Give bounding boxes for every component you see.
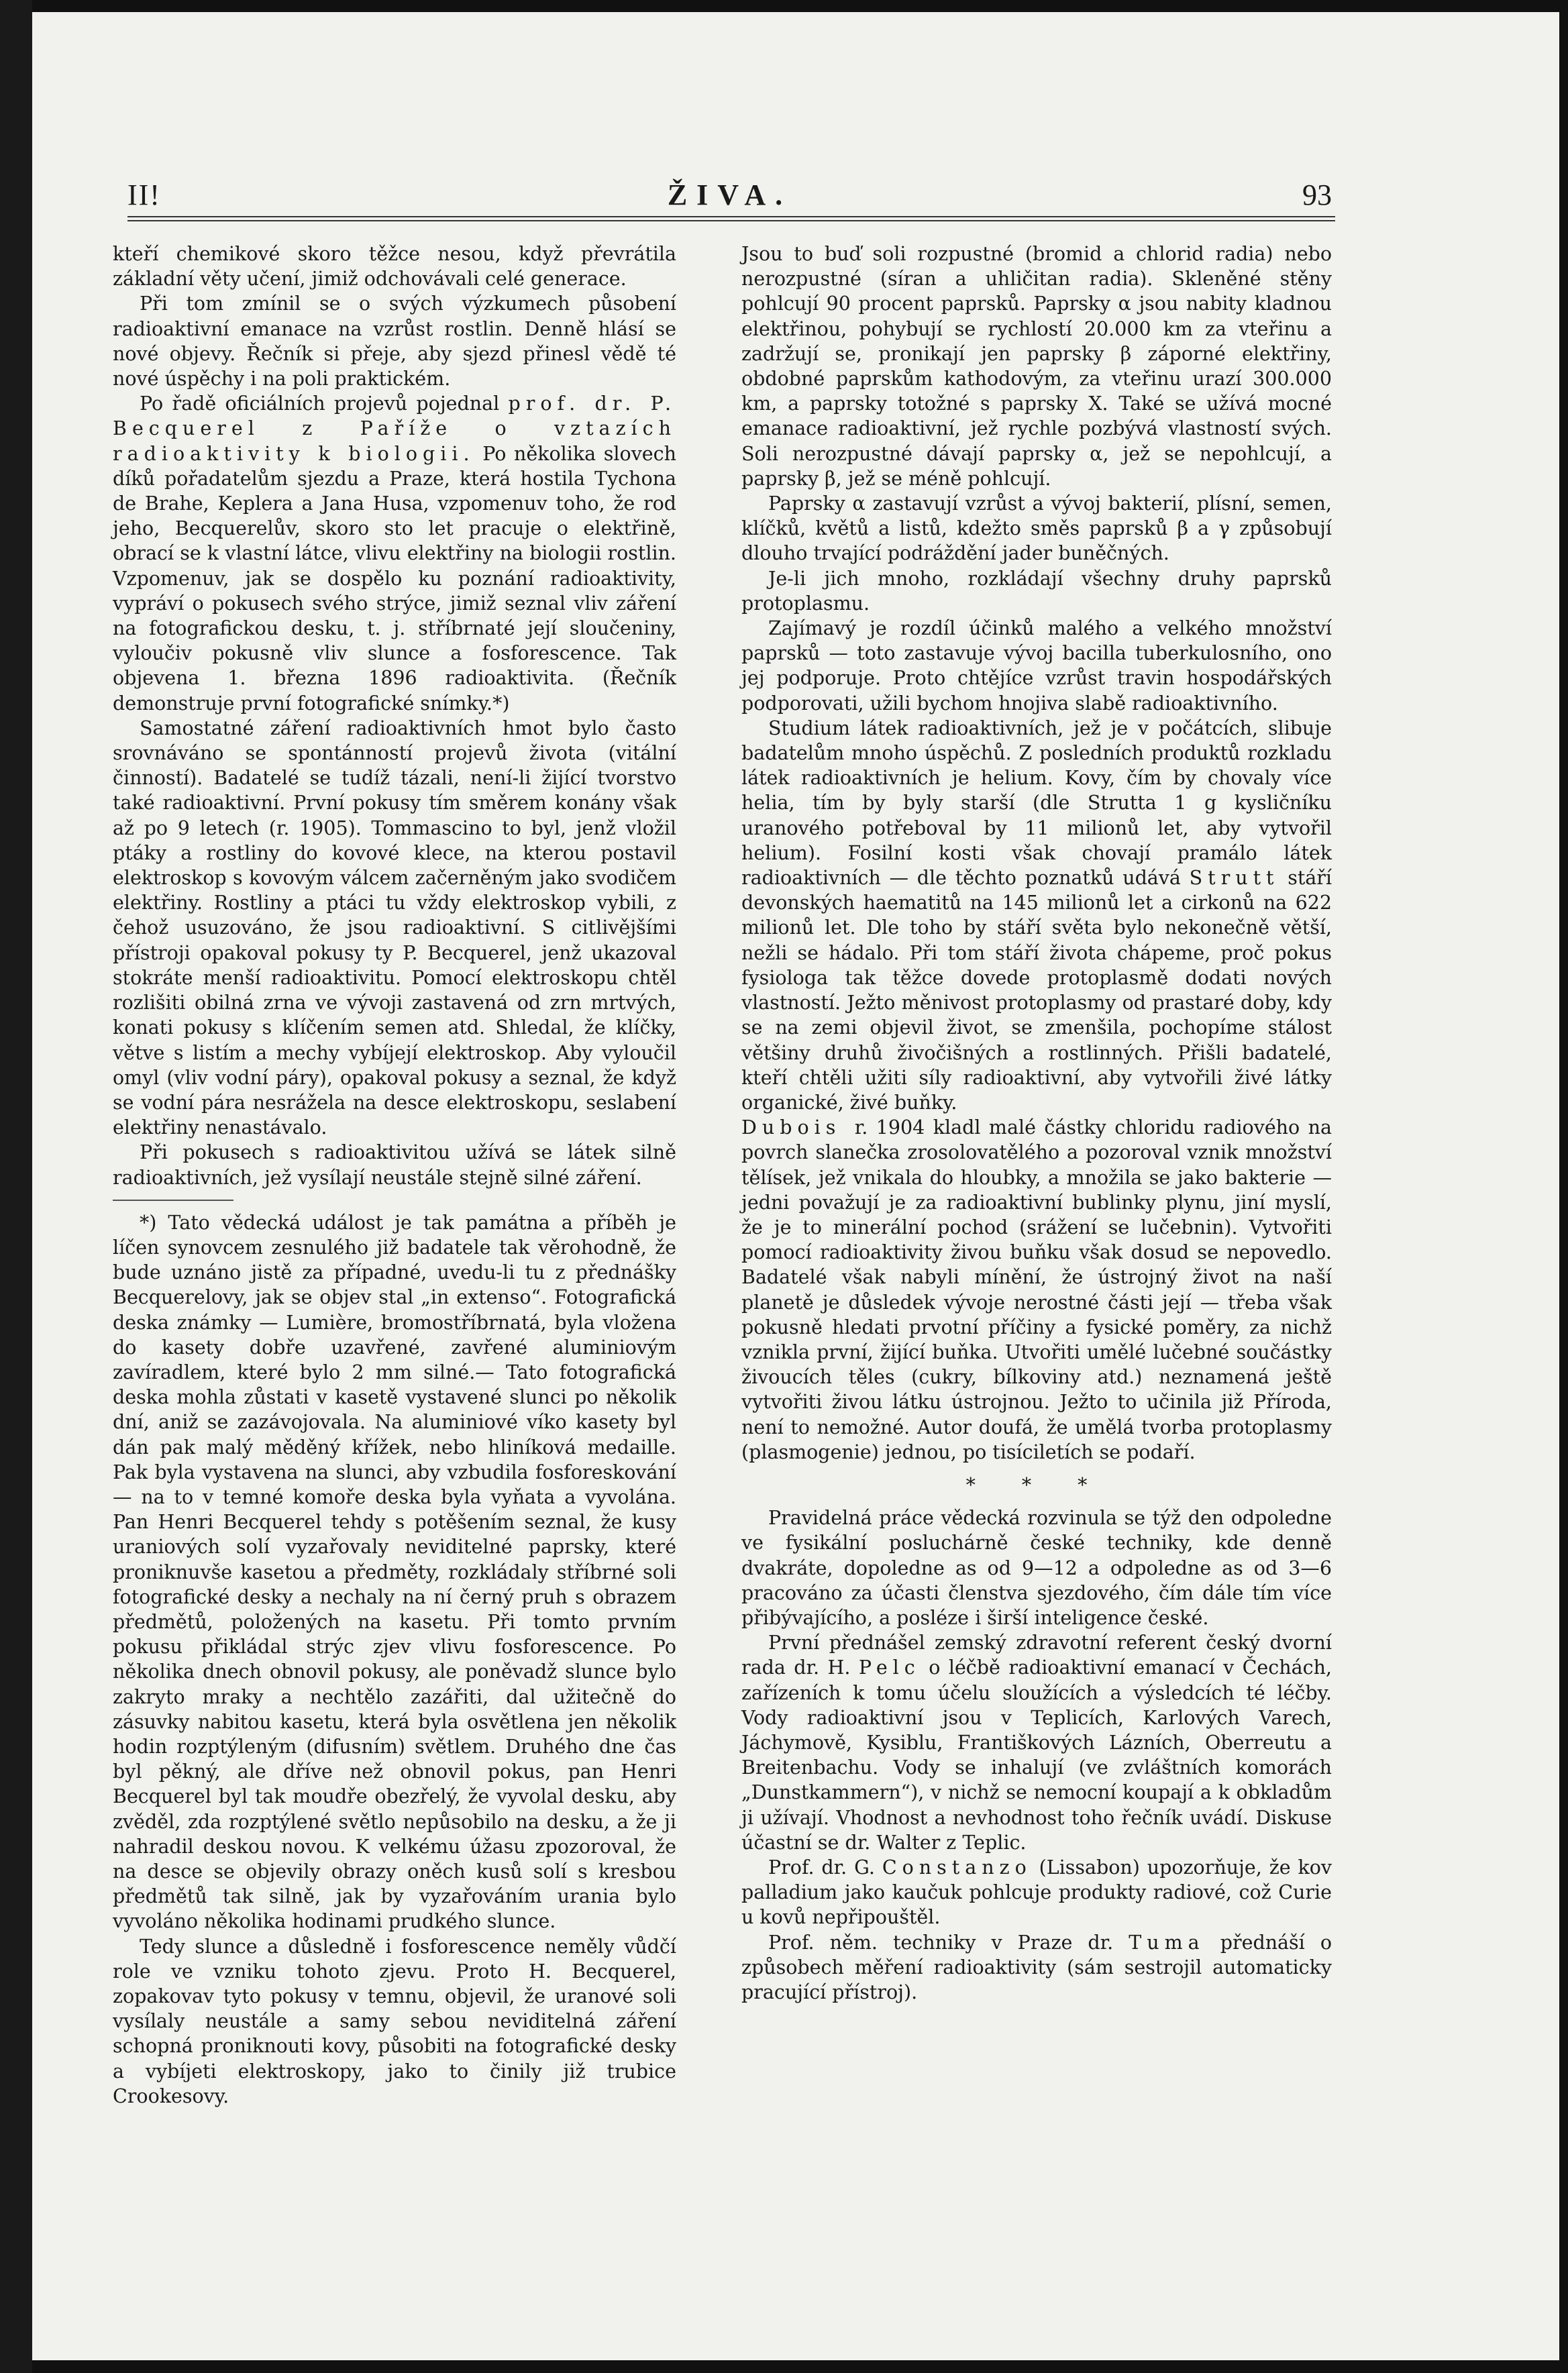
footnote-rule [113, 1200, 233, 1201]
paragraph [741, 1115, 1332, 1465]
right-column [741, 242, 1332, 2005]
paragraph: kteří chemikové skoro těžce nesou, když převrátila základní věty učení, jimiž odchovávali celé generace. [113, 243, 676, 291]
paragraph: Samostatné záření radioaktivních hmot bylo často srovnáváno se spontánností projevů života (vitální činností). Badatelé se tudíž tázali, není-li žijící tvorstvo také radioaktivní. První pokusy tím směrem konány však až po 9 letech (r. 1905). Tommascino to byl, jenž vložil ptáky a rostliny do kovové klece, na kterou postavil elektroskop s kovovým válcem začerněným jako svodičem elektřiny. Rostliny a ptáci tu vždy elektroskop vybili, z čehož usuzováno, že jsou radioaktivní. S citlivějšími přístroji opakoval pokusy ty P. Becquerel, jenž ukazoval stokráte menší radioaktivitu. Pomocí elektroskopu chtěl rozlišiti obilná zrna ve vývoji zastavená od zrn mrtvých, konati pokusy s klíčením semen atd. Shledal, že klíčky, větve s listím a mechy vybíjejí elektroskop. Aby vyloučil omyl (vliv vodní páry), opakoval pokusy a seznal, že když se vodní pára nesrážela na desce elektroskopu, seslabení elektřiny nenastávalo. [113, 717, 676, 1139]
journal-title: ŽIVA. [667, 178, 792, 211]
paragraph: Je-li jich mnoho, rozkládají všechny druhy paprsků protoplasmu. [741, 567, 1332, 615]
spaced-name: Pelc [858, 1656, 921, 1679]
paragraph [741, 716, 1332, 1115]
paragraph-text: Prof. něm. techniky v Praze dr. [768, 1931, 1129, 1954]
spaced-name: Strutt [1189, 867, 1279, 890]
paragraph: Pravidelná práce vědecká rozvinula se týž den odpoledne ve fysikální posluchárně české techniky, kde denně dvakráte, dopoledne as od 9—12 a odpoledne as od 3—6 pracováno za účasti členstva sjezdového, čím dále tím více přibývajícího, a posléze i širší inteligence české. [741, 1507, 1332, 1629]
paragraph [113, 391, 676, 716]
paragraph-text: První přednášel zemský zdravotní referent český dvorní rada dr. H. [741, 1632, 1332, 1679]
paragraph: Zajímavý je rozdíl účinků malého a velkého množství paprsků — toto zastavuje vývoj bacilla tuberkulosního, ono jej podporuje. Proto chtějíce vzrůst travin hospodářských podporovati, užili bychom hnojiva slabě radioaktivního. [741, 617, 1332, 715]
paragraph [741, 1630, 1332, 1855]
running-header [127, 178, 1332, 218]
paragraph-text: (Lissabon) upozorňuje, že kov palladium jako kaučuk pohlcuje produkty radiové, což Curie u kovů nepřipouštěl. [741, 1856, 1332, 1929]
section-separator: * * * [965, 1473, 1108, 1496]
paragraph-text: Studium látek radioaktivních, jež je v počátcích, slibuje badatelům mnoho úspěchů. Z posledních produktů rozkladu látek radioaktivních je helium. Kovy, čím by chovaly více helia, tím by byly starší (dle Strutta 1 g kysličníku uranového potřeboval by 11 milionů let, aby vytvořil helium). Fosilní kosti však chovají pramálo látek radioaktivních — dle těchto poznatků udává [741, 717, 1332, 890]
left-column [113, 242, 676, 2109]
spaced-name: Dubois [741, 1116, 855, 1139]
paragraph [741, 1855, 1332, 1930]
paragraph-text: Po několika slovech díků pořadatelům sjezdu a Praze, která hostila Tychona de Brahe, Keplera a Jana Husa, vzpomenuv toho, že rod jeho, Becquerelův, skoro sto let pracuje o elektřině, obrací se k vlastní látce, vlivu elektřiny na biologii rostlin. Vzpomenuv, jak se dospělo ku poznání radioaktivity, vypráví o pokusech svého strýce, jimiž seznal vliv záření na fotografickou desku, t. j. stříbrnaté její sloučeniny, vyloučiv pokusně vliv slunce a fosforescence. Tak objevena 1. března 1896 radioaktivita. (Řečník demonstruje první fotografické snímky.*) [113, 442, 676, 715]
paragraph-text: přednáší o způsobech měření radioaktivity (sám sestrojil automaticky pracující přístroj). [741, 1931, 1332, 2004]
header-rule [127, 216, 1335, 217]
paragraph: Při pokusech s radioaktivitou užívá se látek silně radioaktivních, jež vysílají neustále stejně silné záření. [113, 1141, 676, 1189]
paragraph: *) Tato vědecká událost je tak památna a příběh je líčen synovcem zesnulého již badatele tak věrohodně, že bude uznáno jistě za případné, uvedu-li tu z přednášky Becquerelovy, jak se objev stal „in extenso“. Fotografická deska známky — Lumière, bromostříbrnatá, byla vložena do kasety dobře uzavřené, zavřené aluminiovým zavíradlem, které bylo 2 mm silné.— Tato fotografická deska mohla zůstati v kasetě vystavené slunci po několik dní, aniž se zazávojovala. Na aluminiové víko kasety byl dán pak malý měděný křížek, nebo hliníková medaille. Pak byla vystavena na slunci, aby vzbudila fosforeskování — na to v temné komoře deska byla vyňata a vyvolána. Pan Henri Becquerel tehdy s potěšením seznal, že kusy uraniových solí vyzařovaly neviditelné paprsky, které proniknuvše kasetou a předměty, rozkládaly stříbrné soli fotografické desky a nechaly na ní černý pruh s obrazem předmětů, položených na kasetu. Při tomto prvním pokusu přikládal strýc zjev vlivu fosforescence. Po několika dnech obnovil pokusy, ale poněvadž slunce bylo zakryto mraky a nechtělo zazářiti, dal užitečně do zásuvky nabitou kasetu, která byla osvětlena jen několik hodin rozptýleným (difusním) světlem. Druhého dne čas byl pěkný, ale dříve než obnovil pokus, pan Henri Becquerel byl tak moudře obezřelý, že vyvolal desku, aby zvěděl, zda rozptýlené světlo nepůsobilo na desku, a že ji nahradil deskou novou. K velkému úžasu zpozoroval, že na desce se objevily obrazy oněch kusů solí s kresbou předmětů tak silně, jak by vyzařováním urania bylo vyvoláno několika hodinami prudkého slunce. [113, 1211, 676, 1933]
page-number: 93 [1302, 178, 1332, 211]
paragraph: Tedy slunce a důsledně i fosforescence neměly vůdčí role ve vzniku tohoto zjevu. Proto H. Becquerel, zopakovav tyto pokusy v temnu, objevil, že uranové soli vysílaly neustále a samy sebou neviditelná záření schopná proniknouti kovy, působiti na fotografické desky a vybíjeti elektroskopy, jako to činily již trubice Crookesovy. [113, 1935, 676, 2107]
spaced-name: prof. dr. P. Becquerel z Paříže o vztazích radioaktivity k biologii. [113, 392, 676, 465]
paragraph-text: Po řadě oficiálních projevů pojednal [140, 392, 509, 415]
paragraph-text: stáří devonských haematitů na 145 milionů let a cirkonů na 622 milionů let. Dle toho by stáří světa bylo nekonečně větší, nežli se hádalo. Při tom stáří života chápeme, proč pokus fysiologa tak těžce dovede protoplasmě dodati nových vlastností. Ježto měnivost protoplasmy od prastaré doby, kdy se na zemi objevil život, se zmenšila, pochopíme stálost většiny druhů živočišných a rostlinných. Přišli badatelé, kteří chtěli užiti síly radioaktivní, aby vytvořili živé látky organické, živé buňky. [741, 867, 1332, 1114]
paragraph: Paprsky α zastavují vzrůst a vývoj bakterií, plísní, semen, klíčků, květů a listů, kdežto směs paprsků β a γ způsobují dlouho trvající podráždění jader buněčných. [741, 492, 1332, 565]
header-rule-2 [127, 220, 1335, 221]
paragraph: Jsou to buď soli rozpustné (bromid a chlorid radia) nebo nerozpustné (síran a uhličitan radia). Skleněné stěny pohlcují 90 procent paprsků. Paprsky α jsou nabity kladnou elektřinou, pohybují se rychlostí 20.000 km za vteřinu a zadržují se, pronikají jen paprsky β záporné elektřiny, obdobné paprskům kathodovým, za vteřinu urazí 300.000 km, a paprsky totožné s paprsky X. Také se užívá mocné emanace radioaktivní, jež rychle pozbývá vlastností svých. Soli nerozpustné dávají paprsky α, jež se nepohlcují, a paprsky β, jež se méně pohlcují. [741, 243, 1332, 490]
spaced-name: Tuma [1129, 1931, 1205, 1954]
spaced-name: Constanzo [882, 1856, 1032, 1879]
paragraph [741, 1930, 1332, 2005]
scan-edge [0, 0, 32, 2373]
paragraph-text: o léčbě radioaktivní emanací v Čechách, zařízeních k tomu účelu sloužících a výsledcích té léčby. Vody radioaktivní jsou v Teplicích, Karlových Varech, Jáchymově, Kysiblu, Františkových Lázních, Oberreutu a Breitenbachu. Vody se inhalují (ve zvláštních komorách „Dunstkammern“), v nichž se nemocní koupají a k obkladům ji užívají. Vhodnost a nevhodnost toho řečník uvádí. Diskuse účastní se dr. Walter z Teplic. [741, 1656, 1332, 1854]
paragraph-text: Prof. dr. G. [768, 1856, 882, 1879]
paragraph: Při tom zmínil se o svých výzkumech působení radioaktivní emanace na vzrůst rostlin. Denně hlásí se nové objevy. Řečník si přeje, aby sjezd přinesl vědě té nové úspěchy i na poli praktickém. [113, 293, 676, 390]
paragraph-text: r. 1904 kladl malé částky chloridu radiového na povrch slanečka zrosolovatělého a pozoroval vznik množství tělísek, jež vnikala do hloubky, a množila se jako bakterie — jedni považují je za radioaktivní bublinky plynu, jiní myslí, že je to minerální pochod (srážení se lučebnin). Vytvořiti pomocí radioaktivity živou buňku však dosud se nepovedlo. Badatelé však nabyli mínění, že ústrojný život na naší planetě je důsledek vývoje nerostné části její — třeba však pokusně hledati prvotní příčiny a fysické poměry, za nichž vznikla první, žijící buňka. Utvořiti umělé lučebné součástky živoucích těles (cukry, bílkoviny atd.) neznamená ještě vytvořiti živou látku ústrojnou. Ježto to učinila již Příroda, není to nemožné. Autor doufá, že umělá tvorba protoplasmy (plasmogenie) jednou, po tisíciletích se podaří. [741, 1116, 1332, 1463]
volume-number: II! [127, 178, 161, 211]
